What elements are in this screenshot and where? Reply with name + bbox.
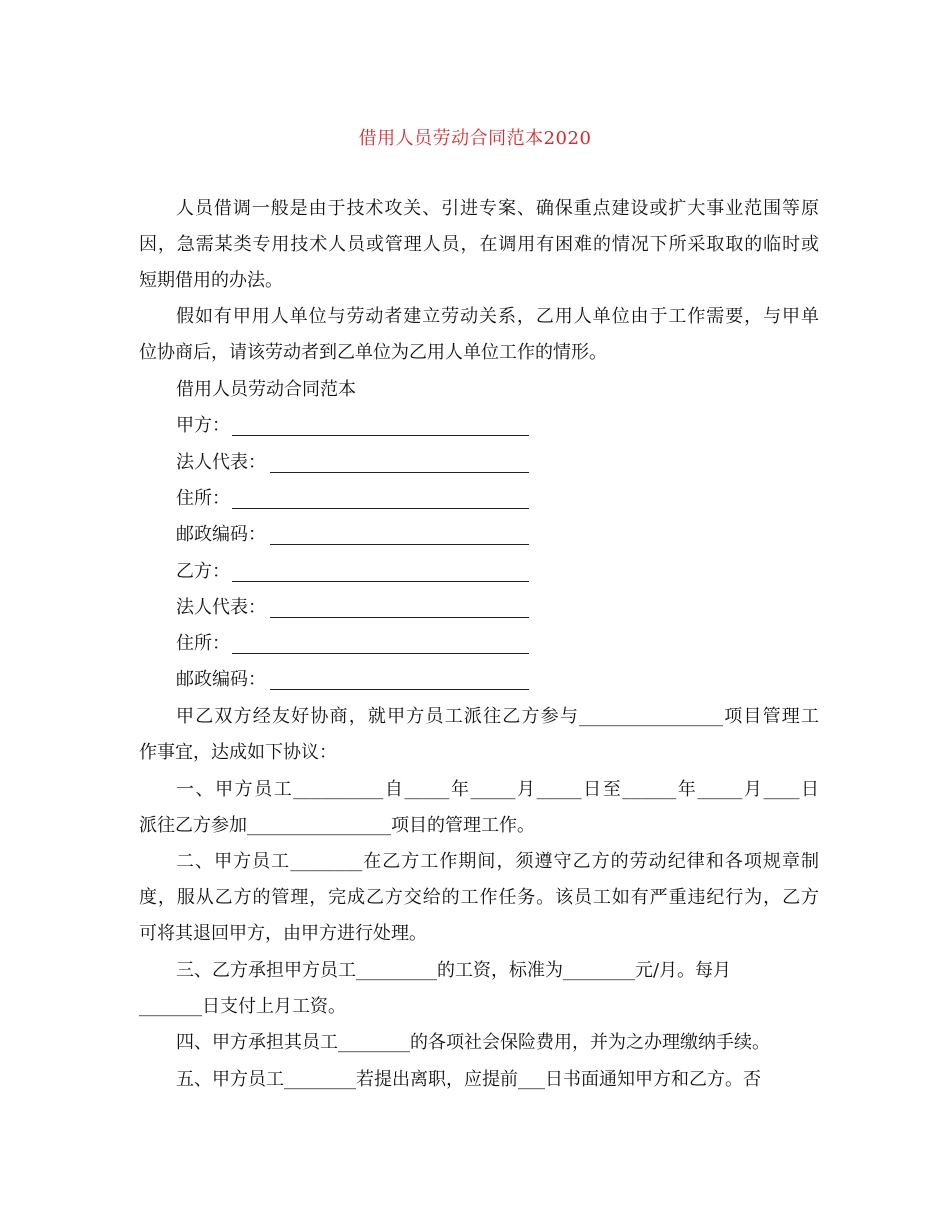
contract-subtitle: 借用人员劳动合同范本 bbox=[176, 379, 356, 400]
legal-rep-a-label: 法人代表： bbox=[176, 452, 266, 473]
party-b-blank bbox=[232, 581, 529, 582]
party-b-label: 乙方： bbox=[176, 561, 230, 582]
legal-rep-b-label: 法人代表： bbox=[176, 597, 266, 618]
intro-p2-line1: 假如有甲用人单位与劳动者建立劳动关系，乙用人单位由于工作需要，与甲单 bbox=[176, 306, 819, 327]
clause-1-line1: 一、甲方员工__________自_____年_____月_____日至______年_____月____日 bbox=[176, 779, 819, 800]
clause-2-line3: 可将其退回甲方，由甲方进行处理。 bbox=[139, 923, 427, 944]
intro-p1-line3: 短期借用的办法。 bbox=[139, 270, 283, 291]
legal-rep-a-blank bbox=[270, 472, 529, 473]
address-a-label: 住所： bbox=[176, 488, 230, 509]
clause-3-line1: 三、乙方承担甲方员工_________的工资，标准为________元/月。每月 bbox=[176, 960, 732, 981]
agreement-intro-line2: 作事宜，达成如下协议： bbox=[139, 742, 337, 763]
clause-3-line2: _______日支付上月工资。 bbox=[139, 996, 346, 1017]
party-a-blank bbox=[232, 435, 529, 436]
clause-2-line2: 度，服从乙方的管理，完成乙方交给的工作任务。该员工如有严重违纪行为，乙方 bbox=[139, 887, 819, 908]
address-a-blank bbox=[232, 508, 529, 509]
address-b-blank bbox=[232, 653, 529, 654]
postcode-b-blank bbox=[270, 689, 529, 690]
address-b-label: 住所： bbox=[176, 633, 230, 654]
intro-p2-line2: 位协商后，请该劳动者到乙单位为乙用人单位工作的情形。 bbox=[139, 342, 607, 363]
postcode-b-label: 邮政编码： bbox=[176, 669, 266, 690]
document-title: 借用人员劳动合同范本2020 bbox=[358, 128, 592, 149]
clause-2-line1: 二、甲方员工________在乙方工作期间，须遵守乙方的劳动纪律和各项规章制 bbox=[176, 851, 819, 872]
intro-p1-line2: 因，急需某类专用技术人员或管理人员，在调用有困难的情况下所采取取的临时或 bbox=[139, 234, 819, 255]
intro-p1-line1: 人员借调一般是由于技术攻关、引进专案、确保重点建设或扩大事业范围等原 bbox=[176, 198, 819, 219]
party-a-label: 甲方： bbox=[176, 415, 230, 436]
postcode-a-label: 邮政编码： bbox=[176, 524, 266, 545]
clause-5-line1: 五、甲方员工________若提出离职，应提前___日书面通知甲方和乙方。否 bbox=[176, 1069, 761, 1090]
legal-rep-b-blank bbox=[270, 617, 529, 618]
clause-1-line2: 派往乙方参加________________项目的管理工作。 bbox=[139, 815, 535, 836]
postcode-a-blank bbox=[270, 544, 529, 545]
agreement-intro-line1: 甲乙双方经友好协商，就甲方员工派往乙方参与________________项目管理工 bbox=[176, 706, 819, 727]
clause-4-line1: 四、甲方承担其员工________的各项社会保险费用，并为之办理缴纳手续。 bbox=[176, 1032, 770, 1053]
